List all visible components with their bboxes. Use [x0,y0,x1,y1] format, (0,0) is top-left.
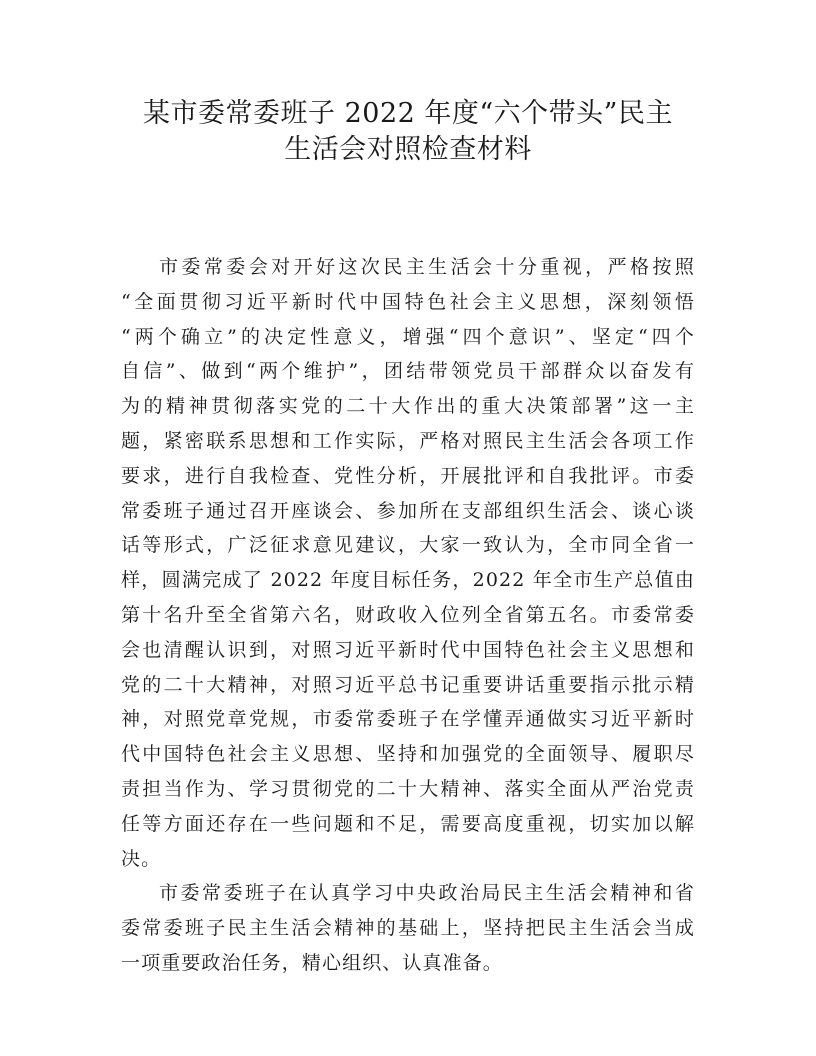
paragraph-line: 话等形式，广泛征求意见建议，大家一致认为，全市同全省一 [121,534,695,557]
paragraph-2 [121,876,695,980]
paragraph-line: 党的二十大精神，对照习近平总书记重要讲话重要指示批示精 [121,673,695,696]
paragraph-line: 第十名升至全省第六名，财政收入位列全省第五名。市委常委 [121,603,695,626]
paragraph-line: “全面贯彻习近平新时代中国特色社会主义思想，深刻领悟 [121,290,695,313]
paragraph-line: 一项重要政治任务，精心组织、认真准备。 [121,951,503,974]
document-title [121,96,695,168]
paragraph-line: 常委班子通过召开座谈会、参加所在支部组织生活会、谈心谈 [121,499,695,522]
paragraph-line: 神，对照党章党规，市委常委班子在学懂弄通做实习近平新时 [121,708,695,731]
paragraph-line: 任等方面还存在一些问题和不足，需要高度重视，切实加以解 [121,812,695,835]
paragraph-line: 决。 [121,847,162,870]
paragraph-line: 题，紧密联系思想和工作实际，严格对照民主生活会各项工作 [121,429,695,452]
title-line-1: 某市委常委班子 2022 年度“六个带头”民主 [143,98,673,129]
paragraph-line: 责担当作为、学习贯彻党的二十大精神、落实全面从严治党责 [121,777,695,800]
paragraph-line: 市委常委会对开好这次民主生活会十分重视，严格按照 [159,256,695,278]
paragraph-line: “两个确立”的决定性意义，增强“四个意识”、坚定“四个 [121,325,695,348]
paragraph-line: 市委常委班子在认真学习中央政治局民主生活会精神和省 [159,882,695,905]
paragraph-line: 会也清醒认识到，对照习近平新时代中国特色社会主义思想和 [121,638,695,661]
title-line-2: 生活会对照检查材料 [284,134,532,165]
paragraph-line: 代中国特色社会主义思想、坚持和加强党的全面领导、履职尽 [121,743,695,766]
paragraph-line: 为的精神贯彻落实党的二十大作出的重大决策部署”这一主 [121,395,695,418]
paragraph-line: 自信”、做到“两个维护”，团结带领党员干部群众以奋发有 [121,360,695,383]
paragraph-line: 委常委班子民主生活会精神的基础上，坚持把民主生活会当成 [121,917,695,940]
paragraph-line: 要求，进行自我检查、党性分析，开展批评和自我批评。市委 [121,464,695,487]
paragraph-1 [121,250,695,876]
paragraph-line: 样，圆满完成了 2022 年度目标任务，2022 年全市生产总值由 [121,569,695,592]
document-body [121,250,695,981]
